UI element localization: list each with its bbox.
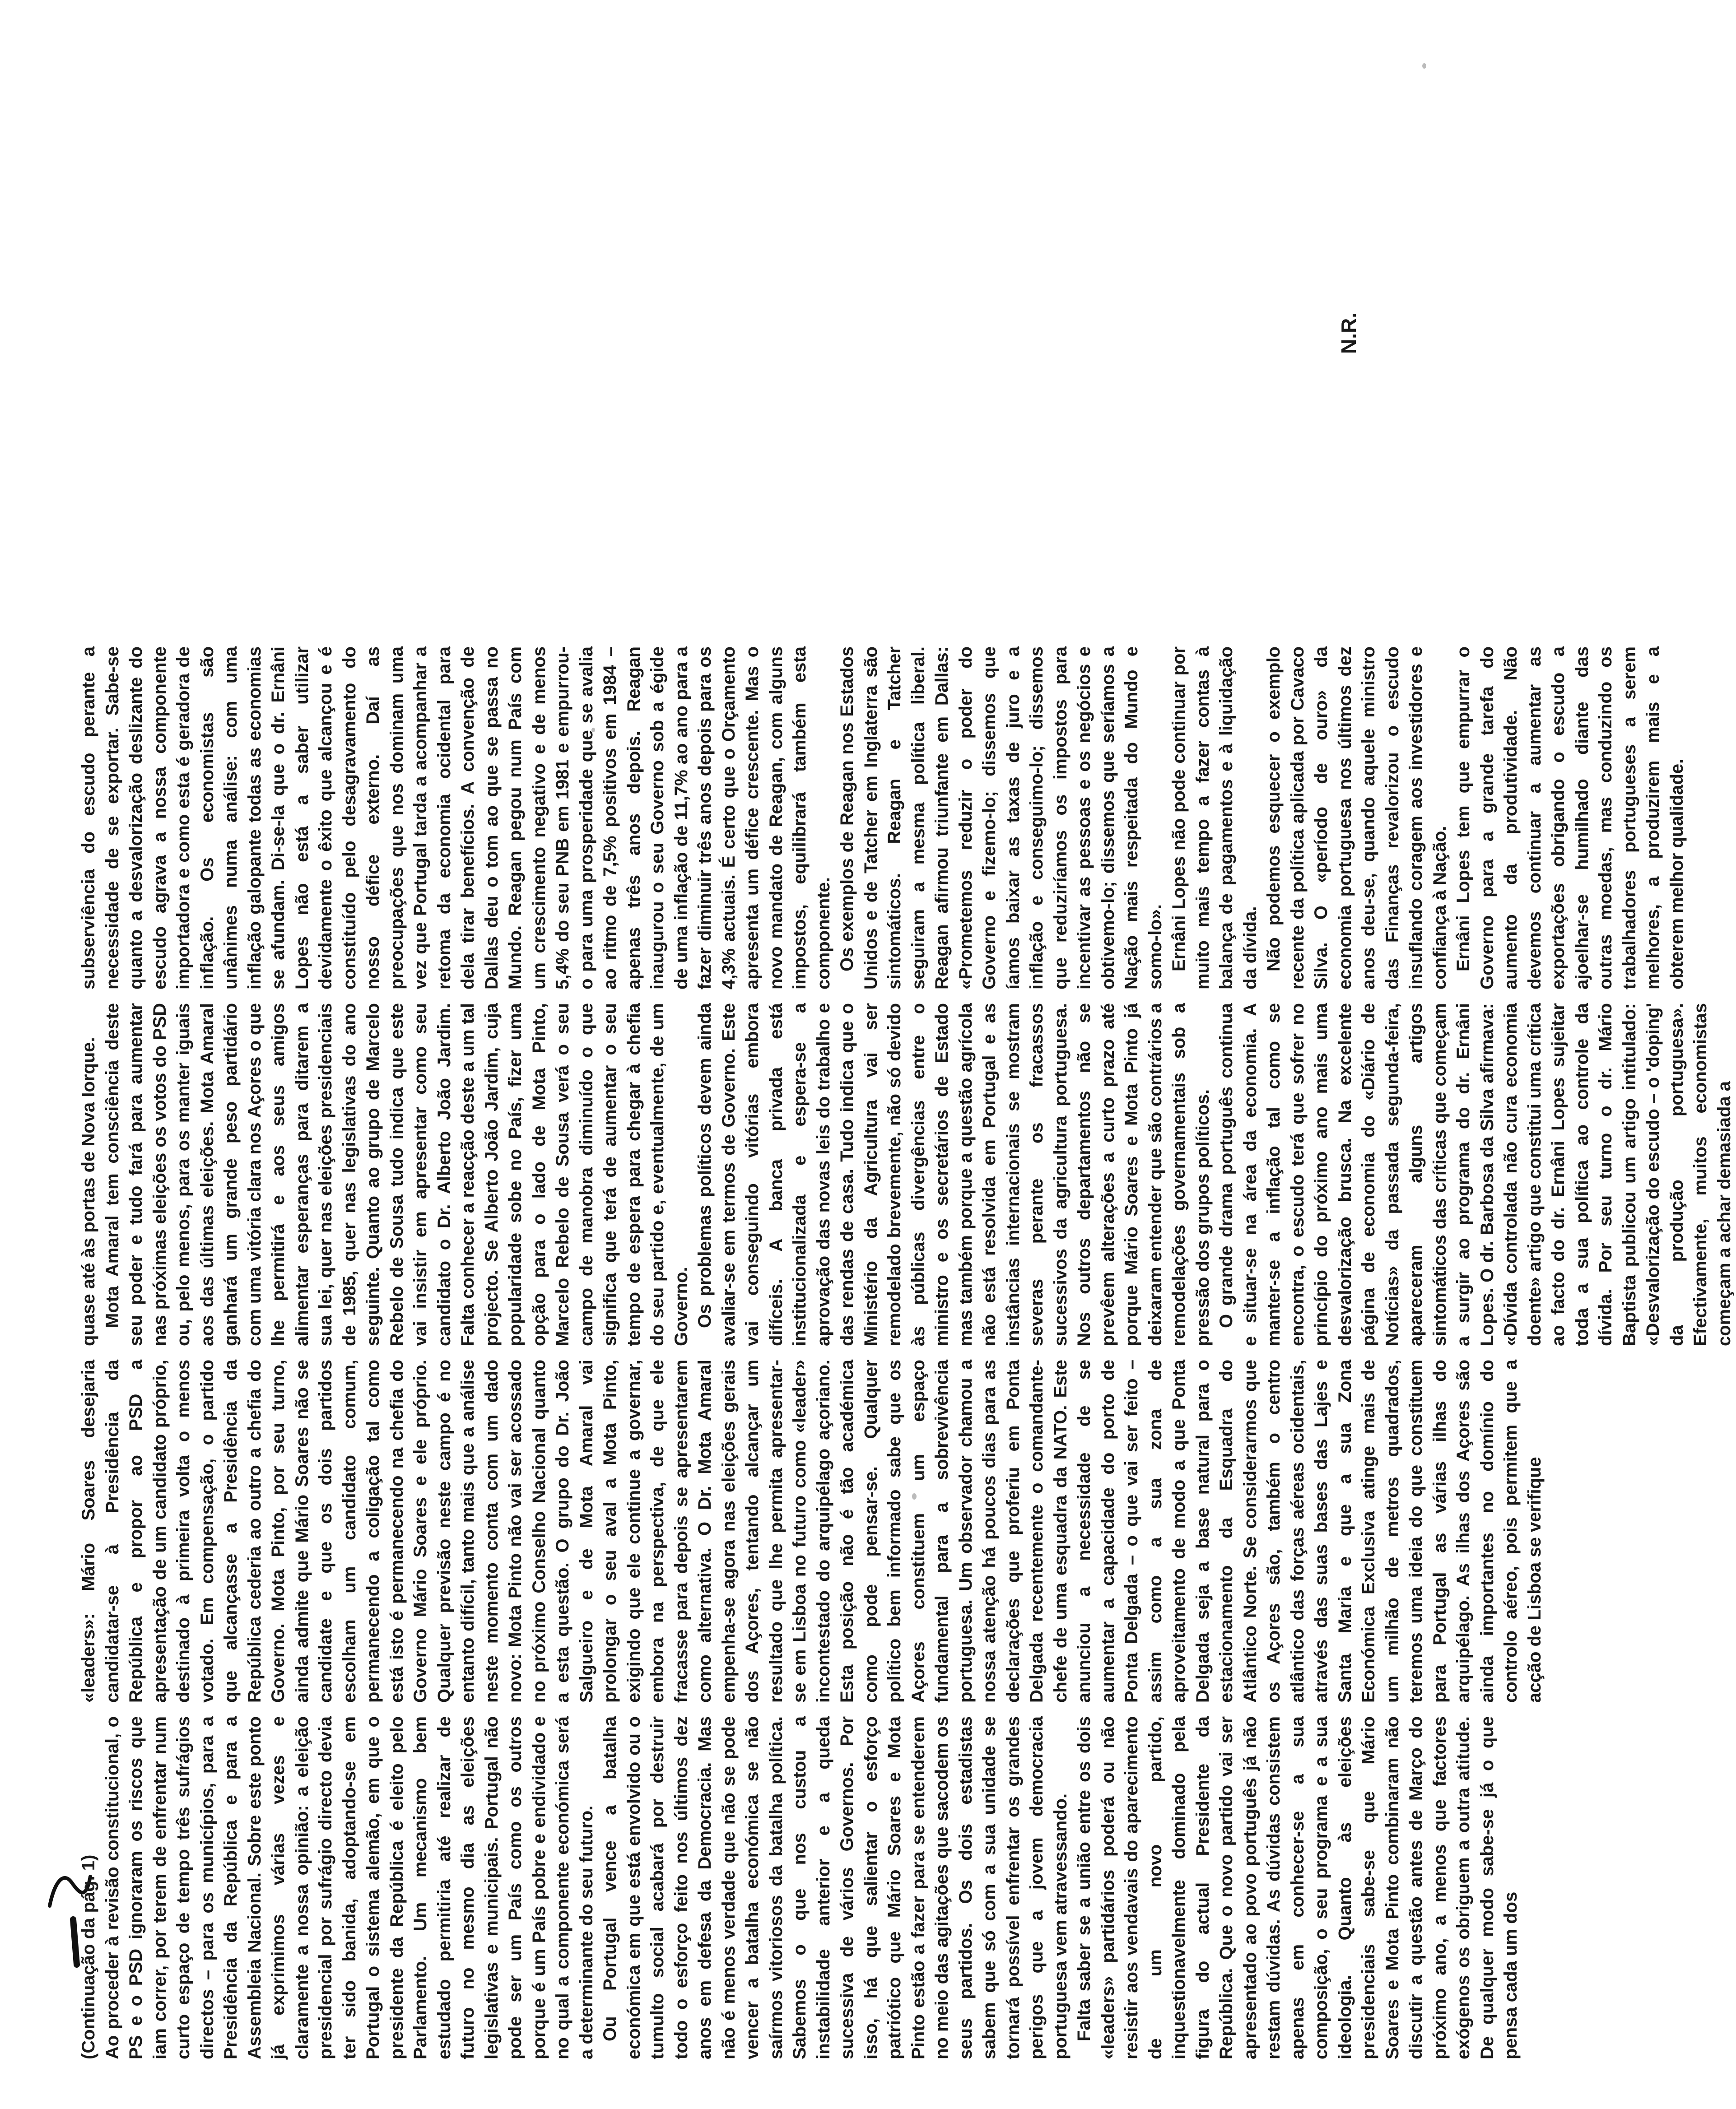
scan-smudge [591,728,595,732]
scan-smudge [912,1493,917,1500]
paragraph: subserviência do escudo perante a necessidade de se exportar. Sabe-se quanto a desvalorização deslizante do escudo agrava a nossa componente importadora e como esta é geradora de inflação. Os economistas são unânimes numa análise: com uma inflação galopante todas as economias se afundam. Di-se-la que o dr. Ernâni Lopes não está a saber utilizar devidamente o êxito que alcançou e é constituído pelo desagravamento do nosso défice externo. Daí as preocupações que nos dominam uma vez que Portugal tarda a acompanhar a retoma da economia ocidental para dela tirar benefícios. A convenção de Dallas deu o tom ao que se passa no Mundo. Reagan pegou num País com um crescimento negativo e de menos 5,4% do seu PNB em 1981 e empurrou-o para uma prosperidade que se avalia ao ritmo de 7,5% positivos em 1984 – apenas três anos depois. Reagan inaugurou o seu Governo sob a égide de uma inflação de 11,7% ao ano para a fazer diminuir três anos depois para os 4,3% actuais. É certo que o Orçamento apresenta um défice crescente. Mas o novo mandato de Reagan, com alguns impostos, equilibrará também esta componente. [79,646,833,989]
paragraph: Ernâni Lopes tem que empurrar o Governo para a grande tarefa do aumento da produtividade. Não devemos continuar a aumentar as exportações obrigando o escudo a ajoelhar-se humilhado diante das outras moedas, mas conduzindo os trabalhadores portugueses a serem melhores, a produzirem mais e a obterem melhor qualidade. [1453,646,1687,989]
paragraph: Mota Amaral tem consciência deste seu poder e tudo fará para aumentar nas próximas eleições os votos do PSD ou, pelo menos, para os manter iguais aos das últimas eleições. Mota Amaral ganhará um grande peso partidário com uma vitória clara nos Açores o que lhe permitirá e aos seus amigos alimentar esperanças para ditarem a sua lei, quer nas eleições presidenciais de 1985, quer nas legislativas do ano seguinte. Quanto ao grupo de Marcelo Rebelo de Sousa tudo indica que este vai insistir em apresentar como seu candidato o Dr. Alberto João Jardim. Falta conhecer a reacção deste a um tal projecto. Se Alberto João Jardim, cuja popularidade sobe no País, fizer uma opção para o lado de Mota Pinto, Marcelo Rebelo de Sousa verá o seu campo de manobra diminuído o que significa que terá de aumentar o seu tempo de espera para chegar à chefia do seu partido e, eventualmente, de um Governo. [102,1003,691,1346]
article-column-2 [77,1360,1546,1703]
article-column-1 [77,1716,1523,2059]
continuation-paragraph [77,1716,598,2059]
continuation-label: (Continuação da pág. 1) [79,1854,98,2059]
paragraph: Não podemos esquecer o exemplo recente da política aplicada por Cavaco Silva. O «período de ouro» da economia portuguesa nos últimos dez anos deu-se, quando aquele ministro das Finanças revalorizou o escudo insuflando coragem aos investidores e confiança à Nação. [1264,646,1450,989]
author-signature: N.R. [1337,312,1360,354]
article-column-4 [77,646,1689,989]
scan-smudge [1422,63,1426,69]
paragraph: Os problemas políticos devem ainda avaliar-se em termos de Governo. Este vai conseguindo vitórias embora difíceis. A banca privada está institucionalizada e espera-se a aprovação das novas leis do trabalho e das rendas de casa. Tudo indica que o Ministério da Agricultura vai ser remodelado brevemente, não só devido às públicas divergências entre o ministro e os secretários de Estado mas também porque a questão agrícola não está resolvida em Portugal e as instâncias internacionais se mostram severas perante os fracassos sucessivos da agricultura portuguesa. Nos outros departamentos não se prevêem alterações a curto prazo até porque Mário Soares e Mota Pinto já deixaram entender que são contrários a remodelações governamentais sob a pressão dos grupos políticos. [695,1003,1213,1346]
paragraph: Falta saber se a união entre os dois «leaders» partidários poderá ou não resistir aos vendavais do aparecimento de um novo partido, inquestionavelmente dominado pela figura do actual Presidente da República. Que o novo partido vai ser apresentado ao povo português já não restam dúvidas. As dúvidas consistem apenas em conhecer-se a sua composição, o seu programa e a sua ideologia. Quanto às eleições presidenciais sabe-se que Mário Soares e Mota Pinto combinaram não discutir a questão antes de Março do próximo ano, a menos que factores exógenos os obriguem a outra atitude. De qualquer modo sabe-se já o que pensa cada um dos [1074,1716,1521,2059]
paragraph: quase até às portas de Nova Iorque. [79,1037,98,1346]
paragraph: «leaders»: Mário Soares desejaria candidatar-se à Presidência da República e propor ao PSD a apresentação de um candidato próprio, destinado à primeira volta o menos votado. Em compensação, o partido que alcançasse a Presidência da República cederia ao outro a chefia do Governo. Mota Pinto, por seu turno, ainda admite que Mário Soares não se candidate e que os dois partidos escolham um candidato comum, permanecendo a coligação tal como está isto é permanecendo na chefia do Governo Mário Soares e ele próprio. Qualquer previsão neste campo é no entanto difícil, tanto mais que a análise neste momento conta com um dado novo: Mota Pinto não vai ser acossado no próximo Conselho Nacional quanto a esta questão. O grupo do Dr. João Salgueiro e de Mota Amaral vai prolongar o seu aval a Mota Pinto, exigindo que ele continue a governar, embora na perspectiva, de que ele fracasse para depois se apresentarem como alternativa. O Dr. Mota Amaral empenha-se agora nas eleições gerais dos Açores, tentando alcançar um resultado que lhe permita apresentar-se em Lisboa no futuro como «leader» incontestado do arquipélago açoriano. Esta posição não é tão académica como pode pensar-se. Qualquer político bem informado sabe que os Açores constituem um espaço fundamental para a sobrevivência portuguesa. Um observador chamou a nossa atenção há poucos dias para as declarações que proferiu em Ponta Delgada recentemente o comandante-chefe de uma esquadra da NATO. Este anunciou a necessidade de se aumentar a capacidade do porto de Ponta Delgada – o que vai ser feito – assim como a sua zona de aproveitamento de modo a que Ponta Delgada seja a base natural para o estacionamento da Esquadra do Atlântico Norte. Se considerarmos que os Açores são, também o centro atlântico das forças aéreas ocidentais, através das suas bases das Lajes e Santa Maria e que a sua Zona Económica Exclusiva atinge mais de um milhão de metros quadrados, teremos uma ideia do que constituem para Portugal as várias ilhas do arquipélago. As ilhas dos Açores são ainda importantes no domínio do controlo aéreo, pois permitem que a acção de Lisboa se verifique [79,1360,1545,1703]
paragraph: O grande drama português continua e situar-se na área da economia. A manter-se a inflação tal como se encontra, o escudo terá que sofrer no princípio do próximo ano mais uma desvalorização brusca. Na excelente página de economia do «Diário de Notícias» da passada segunda-feira, apareceram alguns artigos sintomáticos das críticas que começam a surgir ao programa do dr. Ernâni Lopes. O dr. Barbosa da Silva afirmava: «Dívida controlada não cura economia doente» artigo que constitui uma crítica ao facto do dr. Ernâni Lopes sujeitar toda a sua política ao controle da dívida. Por seu turno o dr. Mário Baptista publicou um artigo intitulado: «Desvalorização do escudo – o 'doping' da produção portuguesa». Efectivamente, muitos economistas começam a achar demasiada a [1216,1003,1734,1346]
article-column-3 [77,1003,1736,1346]
paragraph: Os exemplos de Reagan nos Estados Unidos e de Tatcher em Inglaterra são sintomáticos. Reagan e Tatcher seguiram a mesma política liberal. Reagan afirmou triunfante em Dallas: «Prometemos reduzir o poder do Governo e fizemo-lo; dissemos que íamos baixar as taxas de juro e a inflação e conseguimo-lo; dissemos que reduziríamos os impostos para incentivar as pessoas e os negócios e obtivemo-lo; dissemos que seríamos a Nação mais respeitada do Mundo e somo-lo». [837,646,1165,989]
paragraph: Ou Portugal vence a batalha económica em que está envolvido ou o tumulto social acabará por destruir todo o esforço feito nos últimos dez anos em defesa da Democracia. Mas não é menos verdade que não se pode vencer a batalha económica se não saírmos vitoriosos da batalha política. Sabemos o que nos custou a instabilidade anterior e a queda sucessiva de vários Governos. Por isso, há que salientar o esforço patriótico que Mário Soares e Mota Pinto estão a fazer para se entenderem no meio das agitações que sacodem os seus partidos. Os dois estadistas sabem que só com a sua unidade se tornará possível enfrentar os grandes perigos que a jovem democracia portuguesa vem atravessando. [600,1716,1070,2059]
paragraph: Ernâni Lopes não pode continuar por muito mais tempo a fazer contas à balança de pagamentos e à liquidação da dívida. [1169,646,1260,989]
paragraph-text: Ao proceder à revisão constitucional, o PS e o PSD ignoraram os riscos que iam correr, por terem de enfrentar num curto espaço de tempo três sufrágios directos – para os municípios, para a Presidência da República e para a Assembleia Nacional. Sobre este ponto já exprimimos várias vezes e claramente a nossa opinião: a eleição presidencial por sufrágio directo devia ter sido banida, adoptando-se em Portugal o sistema alemão, em que o presidente da República é eleito pelo Parlamento. Um mecanismo bem estudado permitiria até realizar de futuro no mesmo dia as eleições legislativas e municipais. Portugal não pode ser um País como os outros porque é um País pobre e endividado e no qual a componente económica será a determinante do seu futuro. [102,1716,596,2059]
